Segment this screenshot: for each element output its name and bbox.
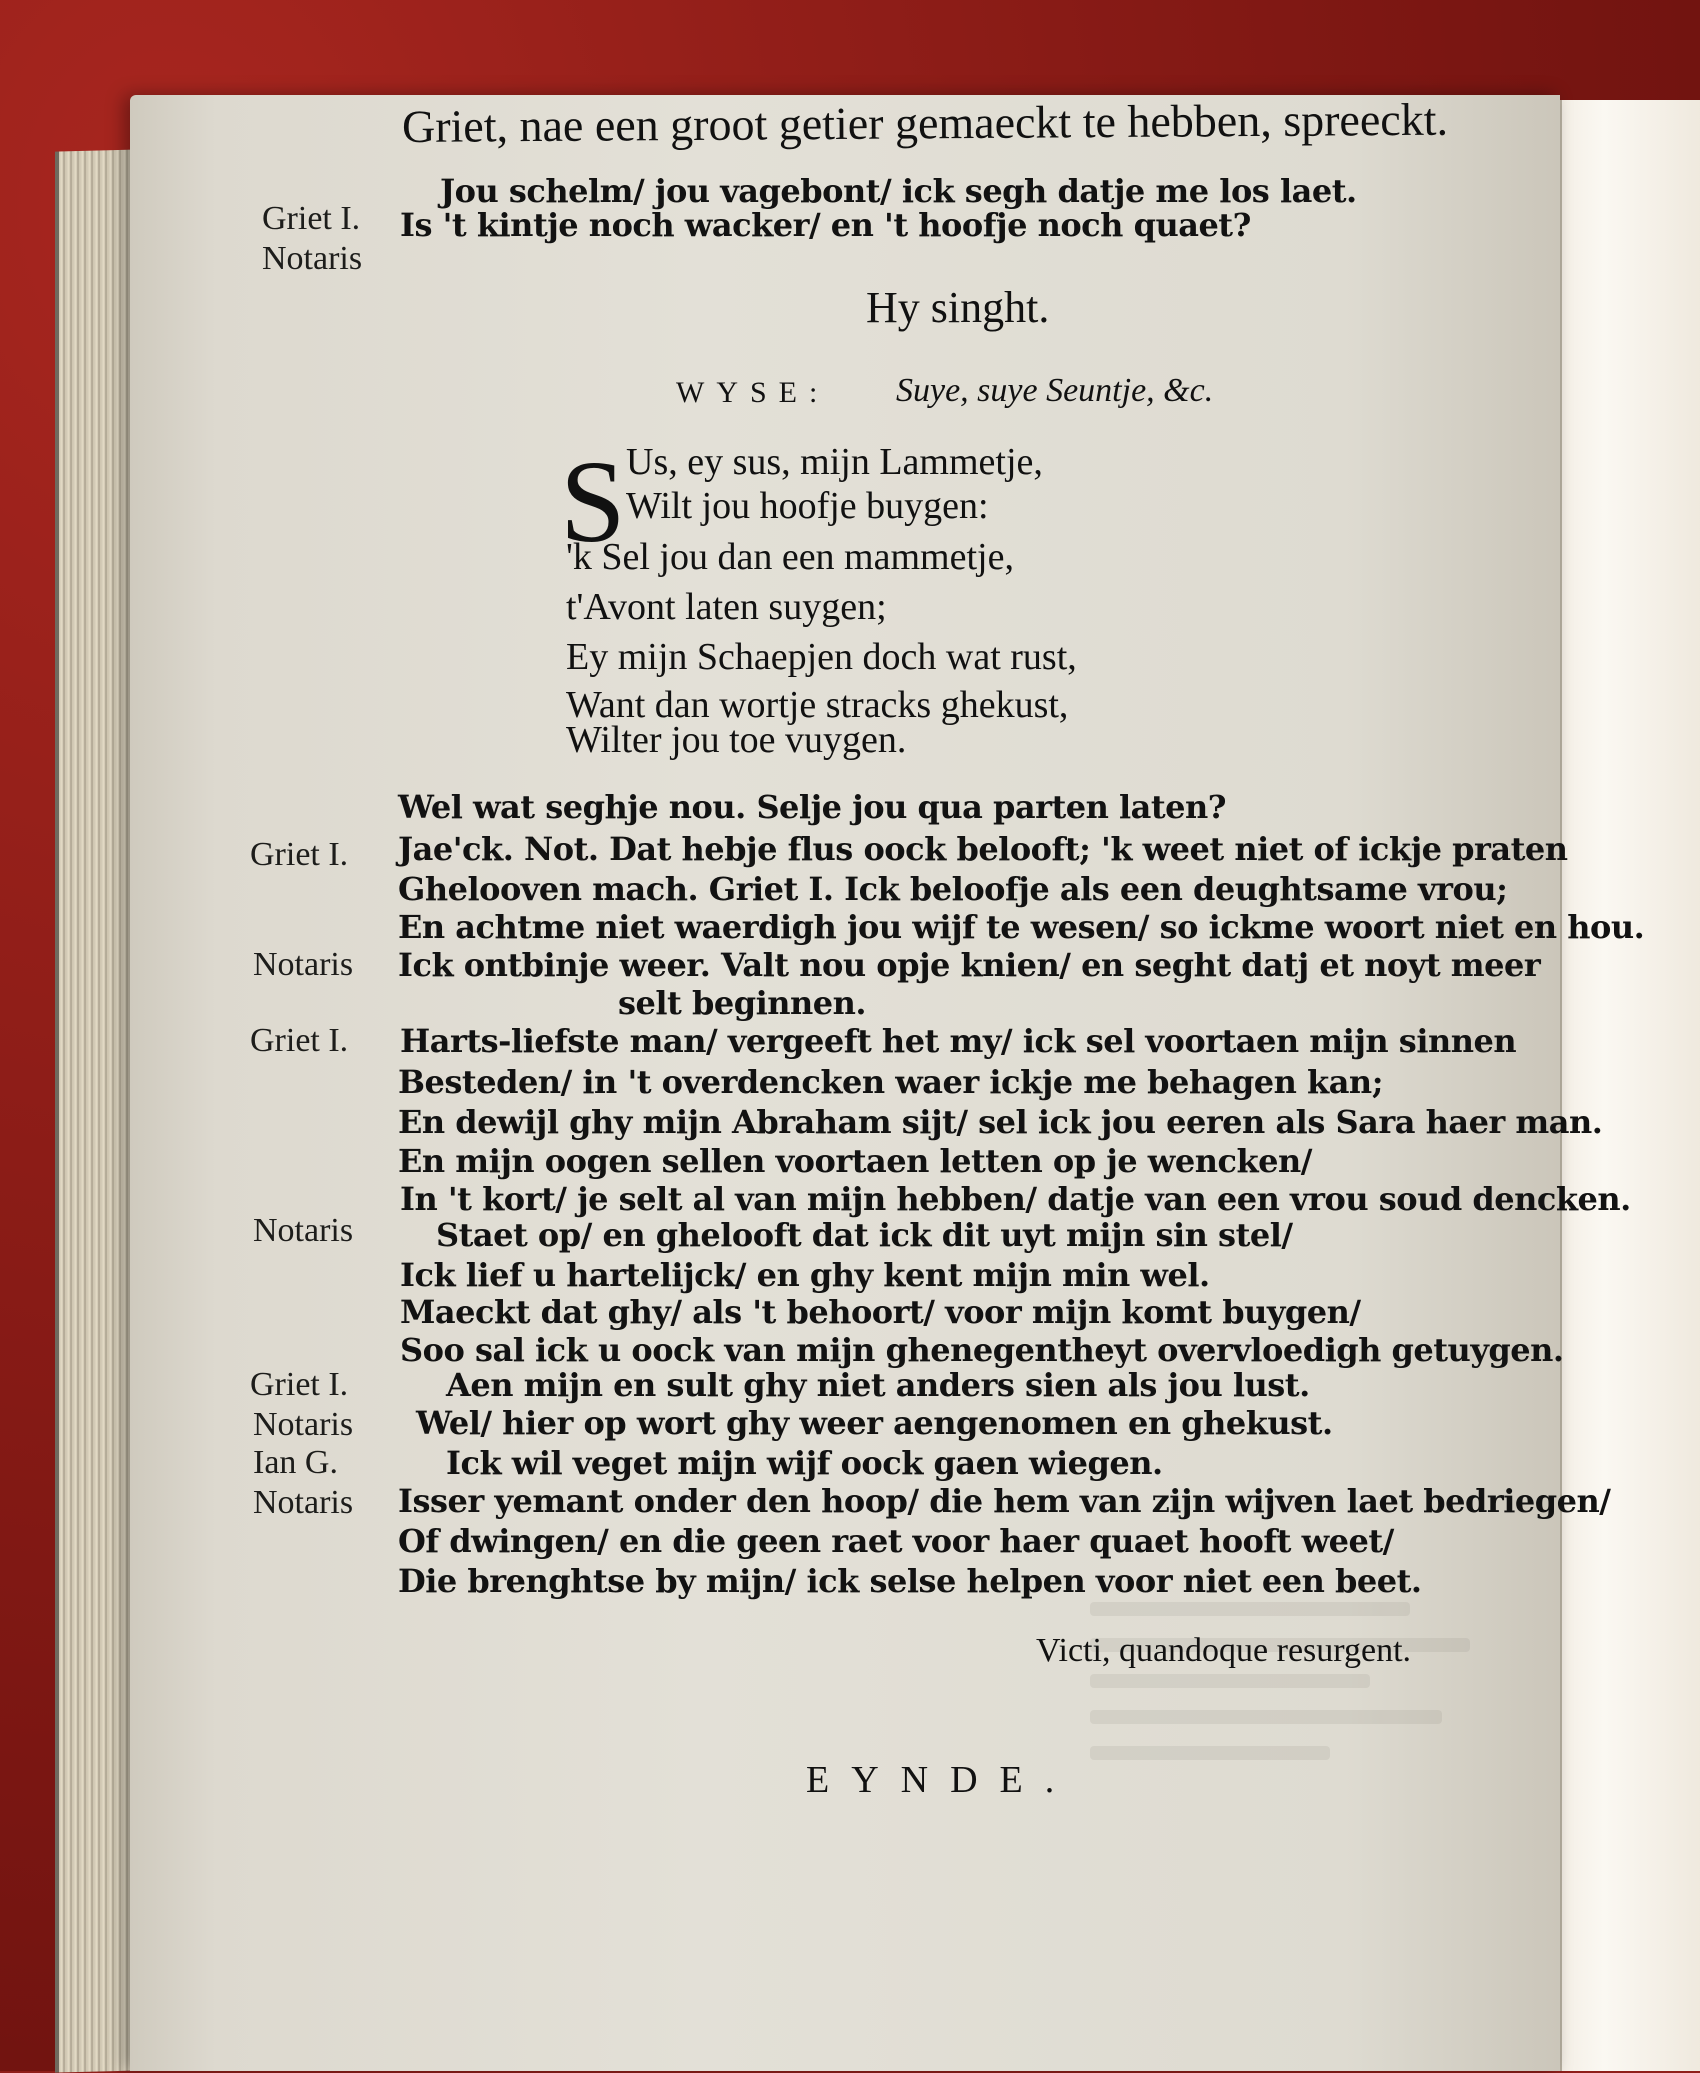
speaker-label: Notaris xyxy=(253,946,354,983)
drop-cap: S xyxy=(560,436,626,567)
song-line: t'Avont laten suygen; xyxy=(566,586,887,628)
speaker-label: Griet I. xyxy=(250,1022,349,1059)
dialogue-line: Die brenghtse by mijn/ ick selse helpen voor niet een beet. xyxy=(398,1562,1422,1600)
dialogue-line: Isser yemant onder den hoop/ die hem van zijn wijven laet bedriegen/ xyxy=(398,1482,1611,1520)
dialogue-line: Ick wil veget mijn wijf oock gaen wiegen. xyxy=(446,1444,1163,1482)
song-title: Hy singht. xyxy=(866,283,1050,332)
speaker-label: Ian G. xyxy=(253,1444,338,1481)
tune-label: WYSE: xyxy=(676,376,830,409)
closing-motto: Victi, quandoque resurgent. xyxy=(1036,1632,1412,1669)
dialogue-line: Jae'ck. Not. Dat hebje flus oock belooft; 'k weet niet of ickje praten xyxy=(398,830,1568,868)
song-line: Wilter jou toe vuygen. xyxy=(566,719,907,761)
show-through-text xyxy=(1090,1580,1490,1880)
dialogue-line: Besteden/ in 't overdencken waer ickje me behagen kan; xyxy=(398,1063,1383,1101)
song-line: Us, ey sus, mijn Lammetje, xyxy=(626,441,1043,483)
dialogue-line: En mijn oogen sellen voortaen letten op je wencken/ xyxy=(398,1142,1312,1180)
speaker-label: Griet I. xyxy=(250,836,349,873)
dialogue-line: Wel wat seghje nou. Selje jou qua parten laten? xyxy=(398,788,1227,826)
dialogue-line: Ick ontbinje weer. Valt nou opje knien/ en seght datj et noyt meer xyxy=(398,946,1541,984)
speaker-label: Notaris xyxy=(262,240,363,277)
song-line: Ey mijn Schaepjen doch wat rust, xyxy=(566,636,1077,678)
dialogue-line: Ghelooven mach. Griet I. Ick beloofje als een deughtsame vrou; xyxy=(398,870,1508,908)
dialogue-line: Is 't kintje noch wacker/ en 't hoofje noch quaet? xyxy=(400,206,1251,244)
dialogue-line: Harts-liefste man/ vergeeft het my/ ick sel voortaen mijn sinnen xyxy=(400,1022,1517,1060)
song-line: 'k Sel jou dan een mammetje, xyxy=(566,536,1014,578)
song-line: Want dan wortje stracks ghekust, xyxy=(566,684,1069,726)
dialogue-line: Maeckt dat ghy/ als 't behoort/ voor mijn komt buygen/ xyxy=(400,1293,1361,1331)
dialogue-line: En achtme niet waerdigh jou wijf te wesen/ so ickme woort niet en hou. xyxy=(398,908,1645,946)
dialogue-line: Wel/ hier op wort ghy weer aengenomen en ghekust. xyxy=(416,1404,1333,1442)
dialogue-line: Soo sal ick u oock van mijn ghenegentheyt overvloedigh getuygen. xyxy=(400,1331,1564,1369)
speaker-label: Griet I. xyxy=(250,1366,349,1403)
dialogue-line: In 't kort/ je selt al van mijn hebben/ datje van een vrou soud dencken. xyxy=(400,1180,1631,1218)
speaker-label: Notaris xyxy=(253,1484,354,1521)
page-heading: Griet, nae een groot getier gemaeckt te hebben, spreeckt. xyxy=(401,93,1449,152)
tune-name: Suye, suye Seuntje, &c. xyxy=(896,372,1214,409)
speaker-label: Griet I. xyxy=(262,200,361,237)
dialogue-line: Aen mijn en sult ghy niet anders sien als jou lust. xyxy=(446,1366,1310,1404)
dialogue-line: En dewijl ghy mijn Abraham sijt/ sel ick jou eeren als Sara haer man. xyxy=(398,1103,1603,1141)
speaker-label: Notaris xyxy=(253,1212,354,1249)
dialogue-line: Ick lief u hartelijck/ en ghy kent mijn min wel. xyxy=(400,1256,1210,1294)
speaker-label: Notaris xyxy=(253,1406,354,1443)
dialogue-line: selt beginnen. xyxy=(618,984,867,1022)
song-line: Wilt jou hoofje buygen: xyxy=(626,485,989,527)
end-mark: EYNDE. xyxy=(806,1759,1077,1801)
dialogue-line: Jou schelm/ jou vagebont/ ick segh datje me los laet. xyxy=(440,172,1357,210)
dialogue-line: Of dwingen/ en die geen raet voor haer quaet hooft weet/ xyxy=(398,1522,1394,1560)
dialogue-line: Staet op/ en ghelooft dat ick dit uyt mijn sin stel/ xyxy=(436,1216,1293,1254)
facing-page xyxy=(1560,100,1700,2071)
